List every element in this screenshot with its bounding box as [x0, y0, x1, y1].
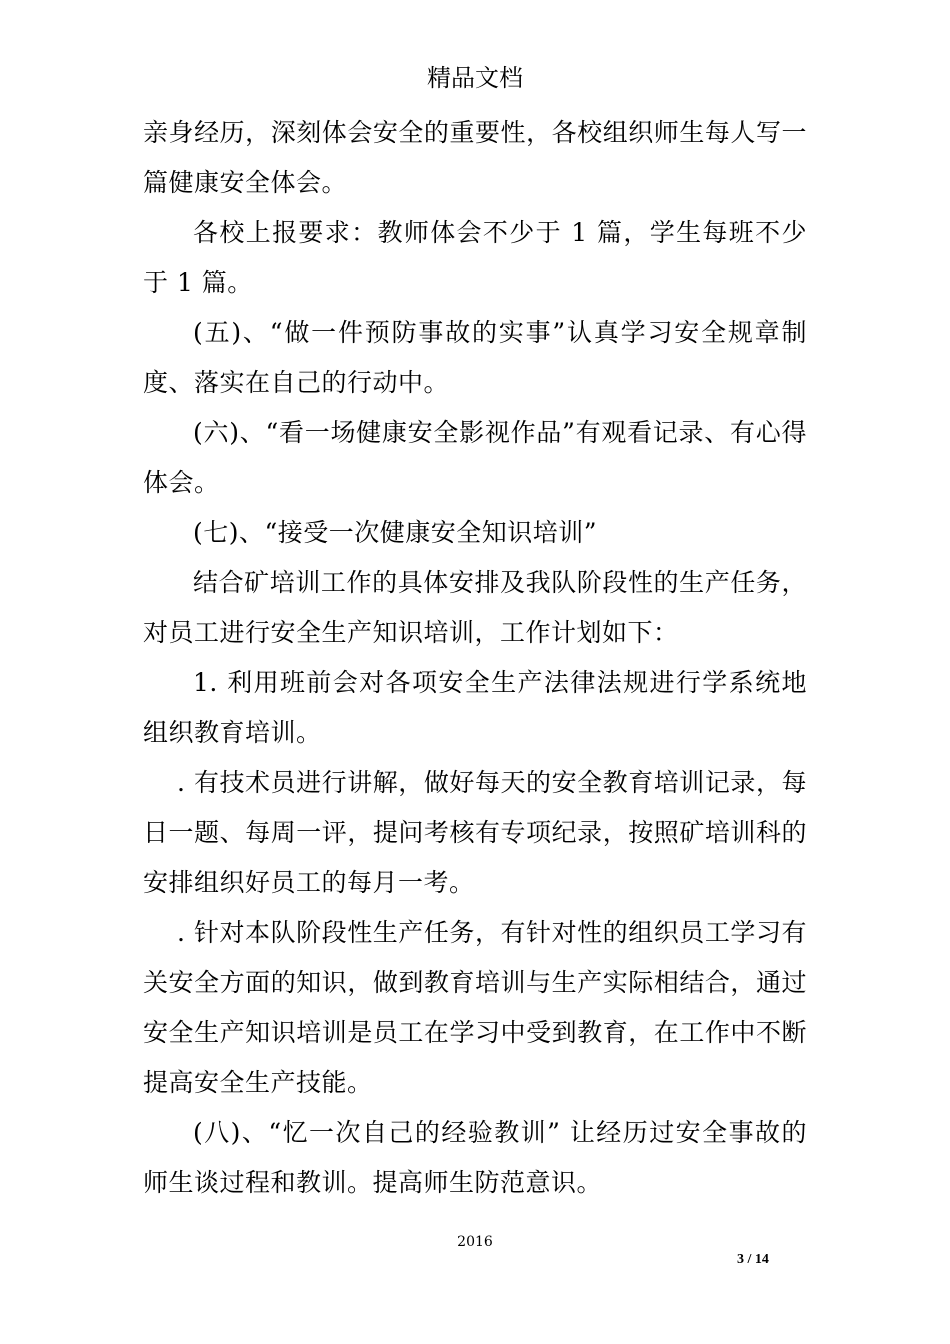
paragraph-10: (八)、“忆一次自己的经验教训” 让经历过安全事故的师生谈过程和教训。提高师生防范意识。: [143, 1118, 807, 1197]
paragraph-9: . 针对本队阶段性生产任务，有针对性的组织员工学习有关安全方面的知识，做到教育培训与生产实际相结合，通过安全生产知识培训是员工在学习中受到教育，在工作中不断提高安全生产技能。: [143, 918, 807, 1097]
paragraph-8: . 有技术员进行讲解，做好每天的安全教育培训记录，每日一题、每周一评，提问考核有专项纪录，按照矿培训科的安排组织好员工的每月一考。: [143, 768, 807, 897]
page-header-title: 精品文档: [427, 64, 523, 92]
paragraph-1: 亲身经历，深刻体会安全的重要性，各校组织师生每人写一篇健康安全体会。: [143, 118, 807, 197]
paragraph-6: 结合矿培训工作的具体安排及我队阶段性的生产任务，对员工进行安全生产知识培训，工作计划如下：: [143, 568, 807, 647]
page-number: 3 / 14: [737, 1252, 769, 1267]
paragraph-4: (六)、“看一场健康安全影视作品”有观看记录、有心得体会。: [143, 418, 807, 497]
paragraph-3: (五)、“做一件预防事故的实事”认真学习安全规章制度、落实在自己的行动中。: [143, 318, 807, 397]
paragraph-2: 各校上报要求：教师体会不少于 1 篇，学生每班不少于 1 篇。: [143, 218, 807, 297]
paragraph-5: (七)、“接受一次健康安全知识培训”: [193, 518, 598, 547]
paragraph-7: 1. 利用班前会对各项安全生产法律法规进行学系统地组织教育培训。: [143, 668, 807, 747]
footer-year: 2016: [457, 1234, 493, 1250]
document-body: [143, 108, 807, 1208]
